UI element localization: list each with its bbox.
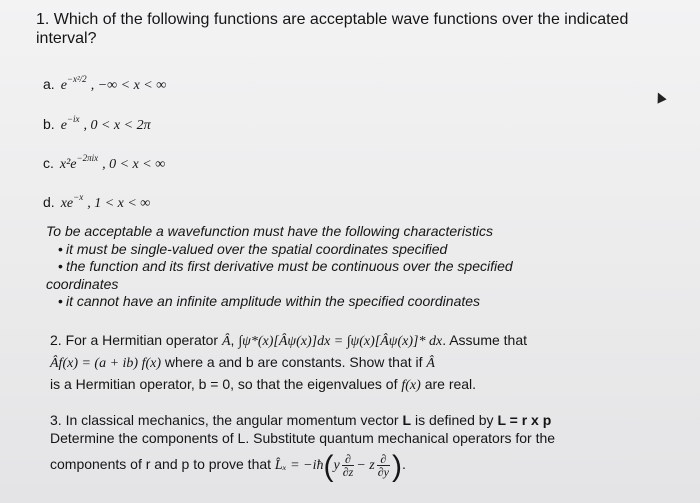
- option-b: [43, 114, 151, 134]
- eigen-equation: Âf(x) = (a + ib) f(x): [50, 356, 162, 371]
- option-base: xe: [60, 196, 74, 211]
- criteria-intro: To be acceptable a wavefunction must have the following characteristics: [46, 223, 493, 239]
- option-base: e: [60, 78, 67, 93]
- question-2: 2. For a Hermitian operator Â, ∫ψ*(x)[Âψ(x)]dx = ∫ψ(x)[Âψ(x)]* dx. Assume that Âf(x) = (a + ib) f(x) where a and b are constants. Show that if Â is a Hermitian operator, b = 0, so that the eigenvalues of f(x) are real.: [50, 332, 528, 393]
- q3-prove: components of r and p to prove that: [50, 456, 272, 473]
- period: .: [401, 456, 406, 473]
- q3-intro: 3. In classical mechanics, the angular momentum vector: [50, 412, 399, 428]
- option-exponent: −x²/2: [66, 74, 87, 84]
- question-1-text: 1. Which of the following functions are acceptable wave functions over the indicated interval?: [36, 11, 629, 47]
- option-d: [43, 192, 150, 212]
- q2-assume: . Assume that: [442, 332, 528, 348]
- option-interval: , 0 < x < ∞: [102, 157, 166, 172]
- criteria-bullet-3: • it cannot have an infinite amplitude within the specified coordinates: [46, 293, 656, 311]
- question-3: [50, 412, 650, 484]
- wavefunction-criteria: [46, 223, 656, 311]
- option-base: e: [60, 118, 67, 133]
- q2-conclusion: is a Hermitian operator, b = 0, so that the eigenvalues of: [50, 376, 398, 392]
- operator-symbol-2: Â: [426, 356, 435, 371]
- option-label: c.: [43, 155, 54, 171]
- option-label: d.: [43, 194, 55, 210]
- criteria-bullet-2-continued: coordinates: [46, 275, 119, 292]
- angular-momentum-lhs: L̂ₓ = −iħ: [274, 458, 324, 474]
- option-interval: , 0 < x < 2π: [83, 118, 151, 133]
- q3-defined: is defined by: [414, 412, 494, 428]
- option-interval: , 1 < x < ∞: [87, 196, 151, 211]
- q2-intro: 2. For a Hermitian operator: [50, 332, 219, 348]
- option-base: x²e: [59, 157, 77, 172]
- partial-z-fraction: [342, 453, 355, 478]
- q2-constants: where a and b are constants. Show that if: [164, 354, 423, 370]
- option-a: [43, 74, 166, 94]
- q3-line-2: Determine the components of L. Substitute quantum mechanical operators for the: [50, 429, 556, 446]
- frac-denominator: ∂y: [377, 465, 389, 479]
- q2-real: are real.: [424, 376, 477, 392]
- option-c: [43, 153, 165, 173]
- open-paren: (: [323, 450, 334, 484]
- option-interval: , −∞ < x < ∞: [90, 78, 167, 93]
- option-label: b.: [43, 116, 55, 132]
- option-exponent: −2πix: [76, 153, 99, 163]
- close-paren: ): [391, 450, 402, 484]
- partial-y-fraction: [377, 453, 390, 478]
- frac-numerator: ∂: [342, 453, 355, 466]
- vector-L: L: [402, 412, 412, 428]
- minus-z: − z: [356, 458, 375, 474]
- fx-symbol: f(x): [401, 378, 421, 393]
- criteria-bullet-2: • the function and its first derivative must be continuous over the specified: [46, 258, 656, 276]
- mouse-cursor-icon: [653, 90, 666, 103]
- operator-symbol: Â: [221, 334, 231, 349]
- frac-denominator: ∂z: [342, 465, 354, 479]
- option-label: a.: [43, 76, 55, 92]
- y-symbol: y: [333, 458, 340, 474]
- frac-numerator: ∂: [377, 453, 390, 466]
- criteria-bullet-1: • it must be single-valued over the spatial coordinates specified: [46, 241, 656, 259]
- hermitian-equation: ∫ψ*(x)[Âψ(x)]dx = ∫ψ(x)[Âψ(x)]* dx: [238, 334, 443, 349]
- option-exponent: −ix: [66, 114, 80, 124]
- option-exponent: −x: [73, 192, 84, 202]
- cross-product-definition: L = r x p: [497, 412, 552, 428]
